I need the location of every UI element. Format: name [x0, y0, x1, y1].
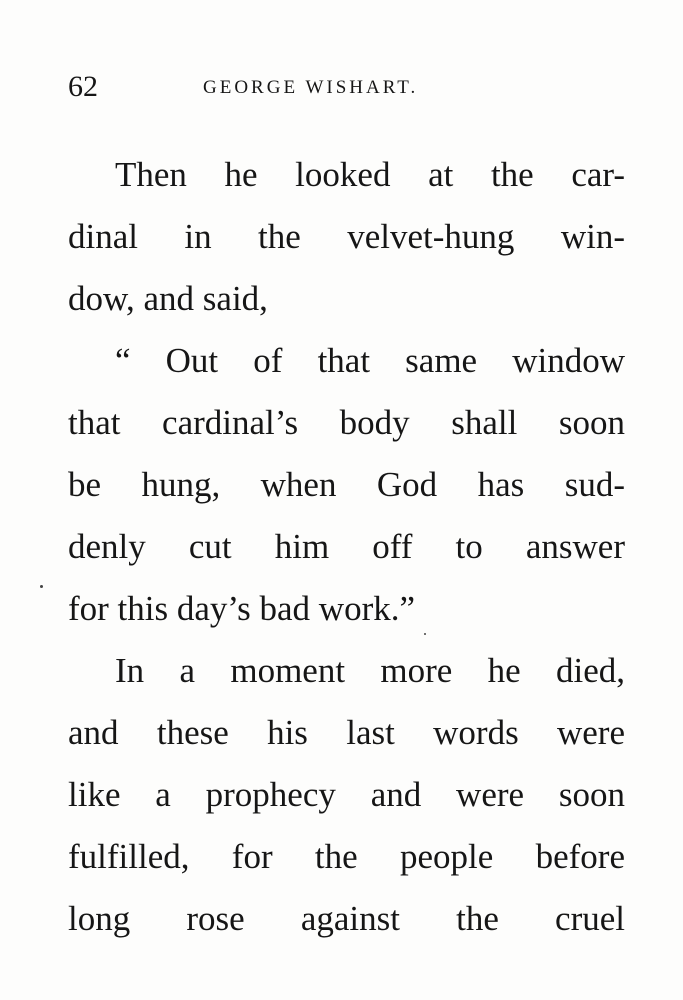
text-line: for this day’s bad work.”: [68, 589, 416, 628]
body-text: [68, 144, 625, 950]
page-number: 62: [68, 70, 98, 103]
text-line: that cardinal’s body shall soon: [68, 403, 625, 442]
text-line: fulfilled, for the people before: [68, 837, 625, 876]
text-line: and these his last words were: [68, 713, 625, 752]
page-header: [68, 70, 628, 110]
text-line: long rose against the cruel: [68, 899, 625, 938]
text-line: “ Out of that same window: [115, 341, 625, 380]
print-speck: [40, 585, 43, 588]
text-line: Then he looked at the car-: [115, 155, 625, 194]
print-speck: [424, 633, 426, 635]
text-line: In a moment more he died,: [115, 651, 625, 690]
text-line: like a prophecy and were soon: [68, 775, 625, 814]
text-line: denly cut him off to answer: [68, 527, 625, 566]
running-title: GEORGE WISHART.: [203, 77, 419, 98]
text-line: dinal in the velvet-hung win-: [68, 217, 625, 256]
text-line: dow, and said,: [68, 279, 268, 318]
text-line: be hung, when God has sud-: [68, 465, 625, 504]
